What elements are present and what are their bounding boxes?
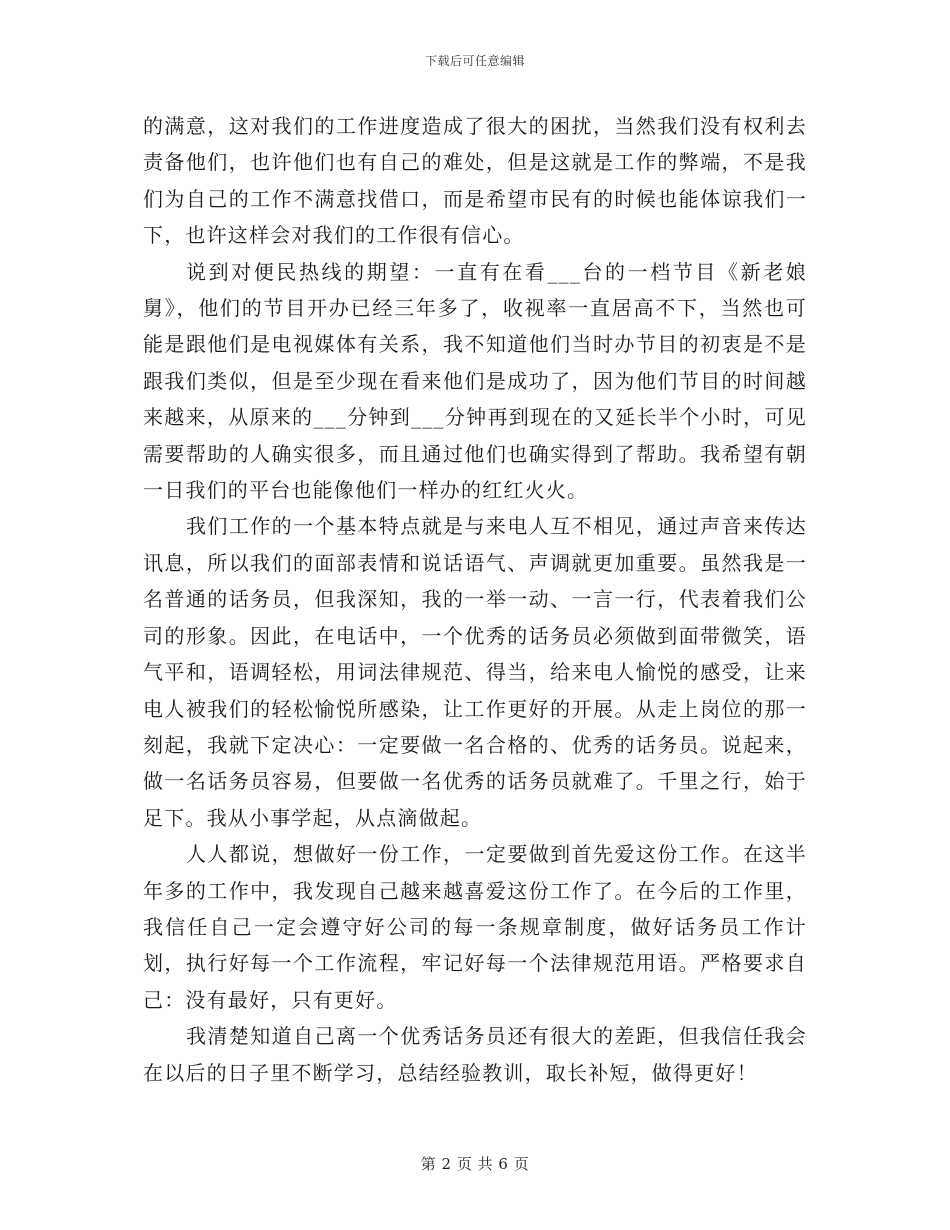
paragraph: 我清楚知道自己离一个优秀话务员还有很大的差距，但我信任我会在以后的日子里不断学习，总结经验教训，取长补短，做得更好！: [143, 1024, 807, 1085]
paragraph-continued: 的满意，这对我们的工作进度造成了很大的困扰，当然我们没有权利去责备他们，也许他们也有自己的难处，但是这就是工作的弊端，不是我们为自己的工作不满意找借口，而是希望市民有的时候也能体谅我们一下，也许这样会对我们的工作很有信心。: [143, 114, 807, 248]
paragraph: 人人都说，想做好一份工作，一定要做到首先爱这份工作。在这半年多的工作中，我发现自己越来越喜爱这份工作了。在今后的工作里，我信任自己一定会遵守好公司的每一条规章制度，做好话务员工作计划，执行好每一个工作流程，牢记好每一个法律规范用语。严格要求自己：没有最好，只有更好。: [143, 842, 807, 1012]
page-number-footer: 第 2 页 共 6 页: [420, 1155, 530, 1173]
document-body: [143, 108, 807, 1091]
page-header: 下载后可任意编辑: [424, 54, 525, 68]
paragraph: 我们工作的一个基本特点就是与来电人互不相见，通过声音来传达讯息，所以我们的面部表情和说话语气、声调就更加重要。虽然我是一名普通的话务员，但我深知，我的一举一动、一言一行，代表着我们公司的形象。因此，在电话中，一个优秀的话务员必须做到面带微笑，语气平和，语调轻松，用词法律规范、得当，给来电人愉悦的感受，让来电人被我们的轻松愉悦所感染，让工作更好的开展。从走上岗位的那一刻起，我就下定决心：一定要做一名合格的、优秀的话务员。说起来，做一名话务员容易，但要做一名优秀的话务员就难了。千里之行，始于足下。我从小事学起，从点滴做起。: [143, 514, 807, 830]
paragraph: 说到对便民热线的期望：一直有在看___台的一档节目《新老娘舅》，他们的节目开办已经三年多了，收视率一直居高不下，当然也可能是跟他们是电视媒体有关系，我不知道他们当时办节目的初衷是不是跟我们类似，但是至少现在看来他们是成功了，因为他们节目的时间越来越来，从原来的___分钟到___分钟再到现在的又延长半个小时，可见需要帮助的人确实很多，而且通过他们也确实得到了帮助。我希望有朝一日我们的平台也能像他们一样办的红红火火。: [143, 259, 807, 503]
